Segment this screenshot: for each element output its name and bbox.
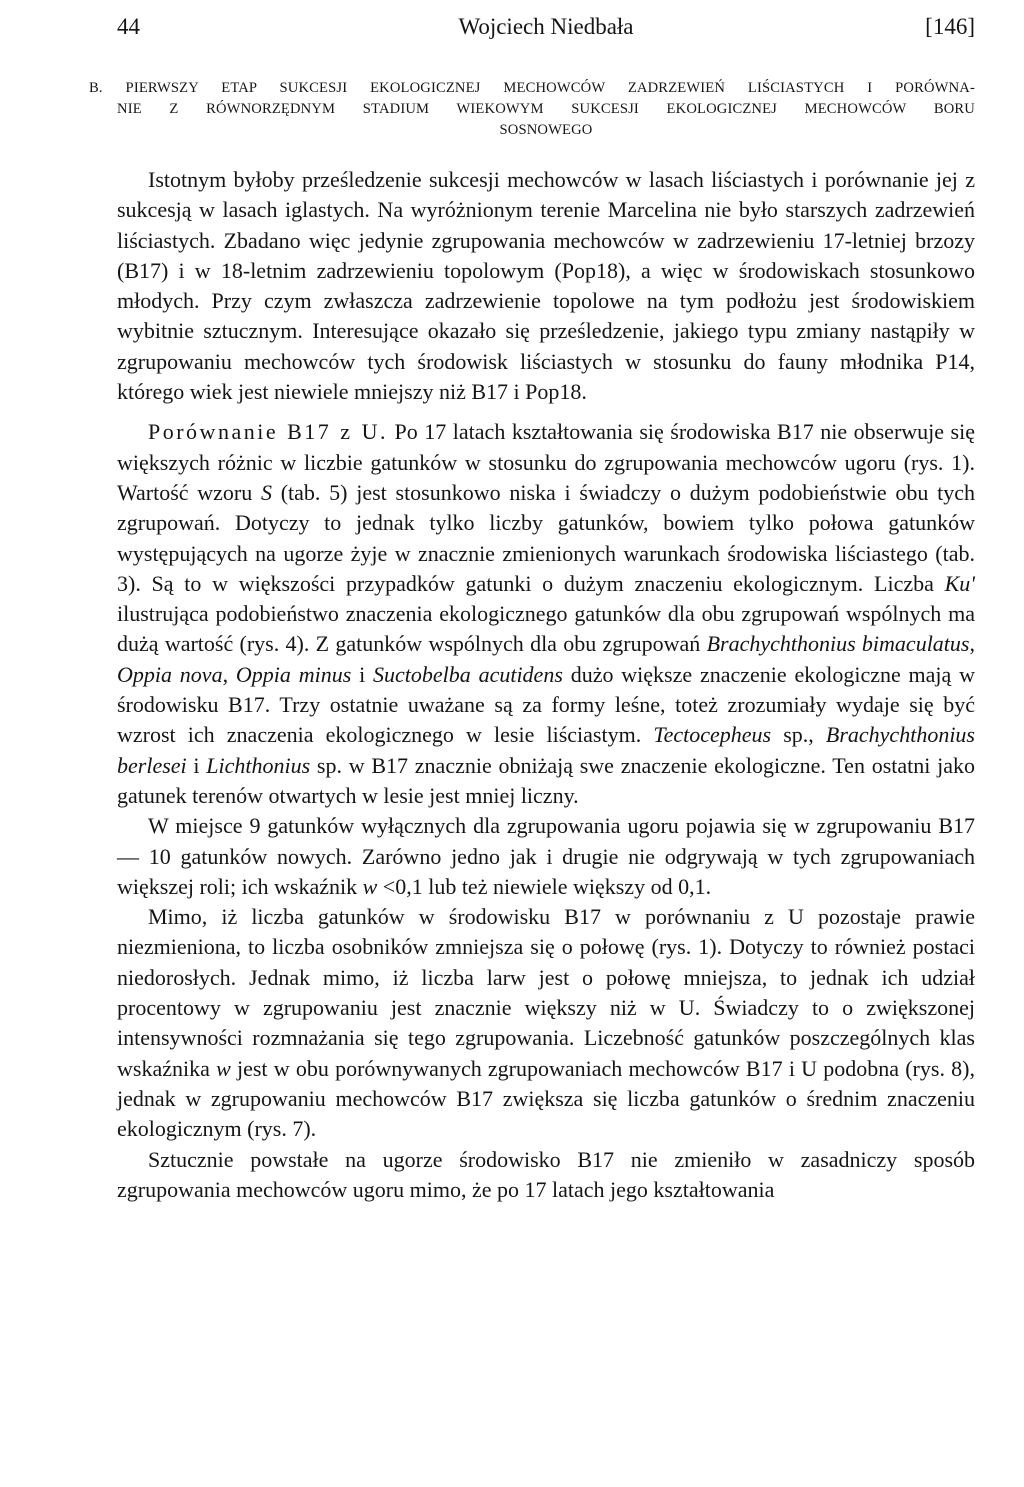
w-index: w — [216, 1055, 231, 1081]
paragraph-5: Sztucznie powstałe na ugorze środowisko B17 nie zmieniło w zasadniczy sposób zgrupowania mechowców ugoru mimo, że po 17 latach jego kształtowania — [117, 1146, 975, 1202]
page-number: 44 — [117, 14, 140, 39]
author-name: Wojciech Niedbała — [458, 14, 634, 39]
comparison-lead-in: Porównanie B17 z U. — [148, 419, 388, 445]
section-heading — [89, 78, 975, 141]
section-heading-line-1: B. PIERWSZY ETAP SUKCESJI EKOLOGICZNEJ MECHOWCÓW ZADRZEWIEŃ LIŚCIASTYCH I PORÓWNA- — [89, 80, 975, 96]
species-name: Brachychthonius bimaculatus — [706, 631, 970, 657]
bracket-page-number: [146] — [925, 14, 975, 39]
w-index: w — [362, 873, 378, 899]
species-name: Lichthonius — [206, 752, 311, 778]
paragraph-3: W miejsce 9 gatunków wyłącznych dla zgrupowania ugoru pojawia się w zgrupowaniu B17 — 10 gatunków nowych. Zarówno jedno jak i drugie nie odgrywają w tych zgrupowaniach większej roli; ich wskaźnik w <0,1 lub też niewiele większy od 0,1. — [117, 813, 975, 899]
ku-coefficient: Ku' — [944, 570, 975, 596]
section-heading-line-2: NIE Z RÓWNORZĘDNYM STADIUM WIEKOWYM SUKCESJI EKOLOGICZNEJ MECHOWCÓW BORU — [117, 101, 975, 117]
body-text — [117, 165, 975, 1205]
running-header — [117, 14, 975, 48]
species-name: Brachychthonius berlesei — [117, 722, 975, 778]
species-name: Suctobelba acutidens — [373, 661, 563, 687]
species-name: Oppia minus — [235, 661, 352, 687]
species-name: Tectocepheus — [653, 722, 772, 748]
paragraph-4: Mimo, iż liczba gatunków w środowisku B17 w porównaniu z U pozostaje prawie niezmieniona, to liczba osobników zmniejsza się o połowę (rys. 1). Dotyczy to również postaci niedorosłych. Jednak mimo, iż liczba larw jest o połowę mniejsza, to jednak ich udział procentowy w zgrupowaniu jest znacznie większy niż w U. Świadczy to o zwiększonej intensywności rozmnażania się tego zgrupowania. Liczebność gatunków poszczególnych klas wskaźnika w jest w obu porównywanych zgrupowaniach mechowców B17 i U podobna (rys. 8), jednak w zgrupowaniu mechowców B17 zwiększa się liczba gatunków o średnim znaczeniu ekologicznym (rys. 7). — [117, 904, 975, 1142]
s-symbol: S — [260, 479, 272, 505]
document-page — [89, 14, 975, 1205]
paragraph-1: Istotnym byłoby prześledzenie sukcesji mechowców w lasach liściastych i porównanie jej z sukcesją w lasach iglastych. Na wyróżnionym terenie Marcelina nie było starszych zadrzewień liściastych. Zbadano więc jedynie zgrupowania mechowców w zadrzewieniu 17-letniej brzozy (B17) i w 18-letnim zadrzewieniu topolowym (Pop18), a więc w środowiskach stosunkowo młodych. Przy czym zwłaszcza zadrzewienie topolowe na tym podłożu jest środowiskiem wybitnie sztucznym. Interesujące okazało się prześledzenie, jakiego typu zmiany nastąpiły w zgrupowaniu mechowców tych środowisk liściastych w stosunku do fauny młodnika P14, którego wiek jest niewiele mniejszy niż B17 i Pop18. — [117, 167, 975, 405]
species-name: Oppia nova — [117, 661, 223, 687]
section-heading-line-3: SOSNOWEGO — [499, 122, 593, 138]
paragraph-2: Porównanie B17 z U. Po 17 latach kształtowania się środowiska B17 nie obserwuje się większych różnic w liczbie gatunków w stosunku do zgrupowania mechowców ugoru (rys. 1). Wartość wzoru S (tab. 5) jest stosunkowo niska i świadczy o dużym podobieństwie obu tych zgrupowań. Dotyczy to jednak tylko liczby gatunków, bowiem tylko połowa gatunków występujących na ugorze żyje w znacznie zmienionych warunkach środowiska liściastego (tab. 3). Są to w większości przypadków gatunki o dużym znaczeniu ekologicznym. Liczba Ku' ilustrująca podobieństwo znaczenia ekologicznego gatunków dla obu zgrupowań wspólnych ma dużą wartość (rys. 4). Z gatunków wspólnych dla obu zgrupowań Brachychthonius bimaculatus, Oppia nova, Oppia minus i Suctobelba acutidens dużo większe znaczenie ekologiczne mają w środowisku B17. Trzy ostatnie uważane są za formy leśne, toteż zrozumiały wydaje się być wzrost ich znaczenia ekologicznego w lesie liściastym. Tectocepheus sp., Brachychthonius berlesei i Lichthonius sp. w B17 znacznie obniżają swe znaczenie ekologiczne. Ten ostatni jako gatunek terenów otwartych w lesie jest mniej liczny. — [117, 419, 975, 808]
